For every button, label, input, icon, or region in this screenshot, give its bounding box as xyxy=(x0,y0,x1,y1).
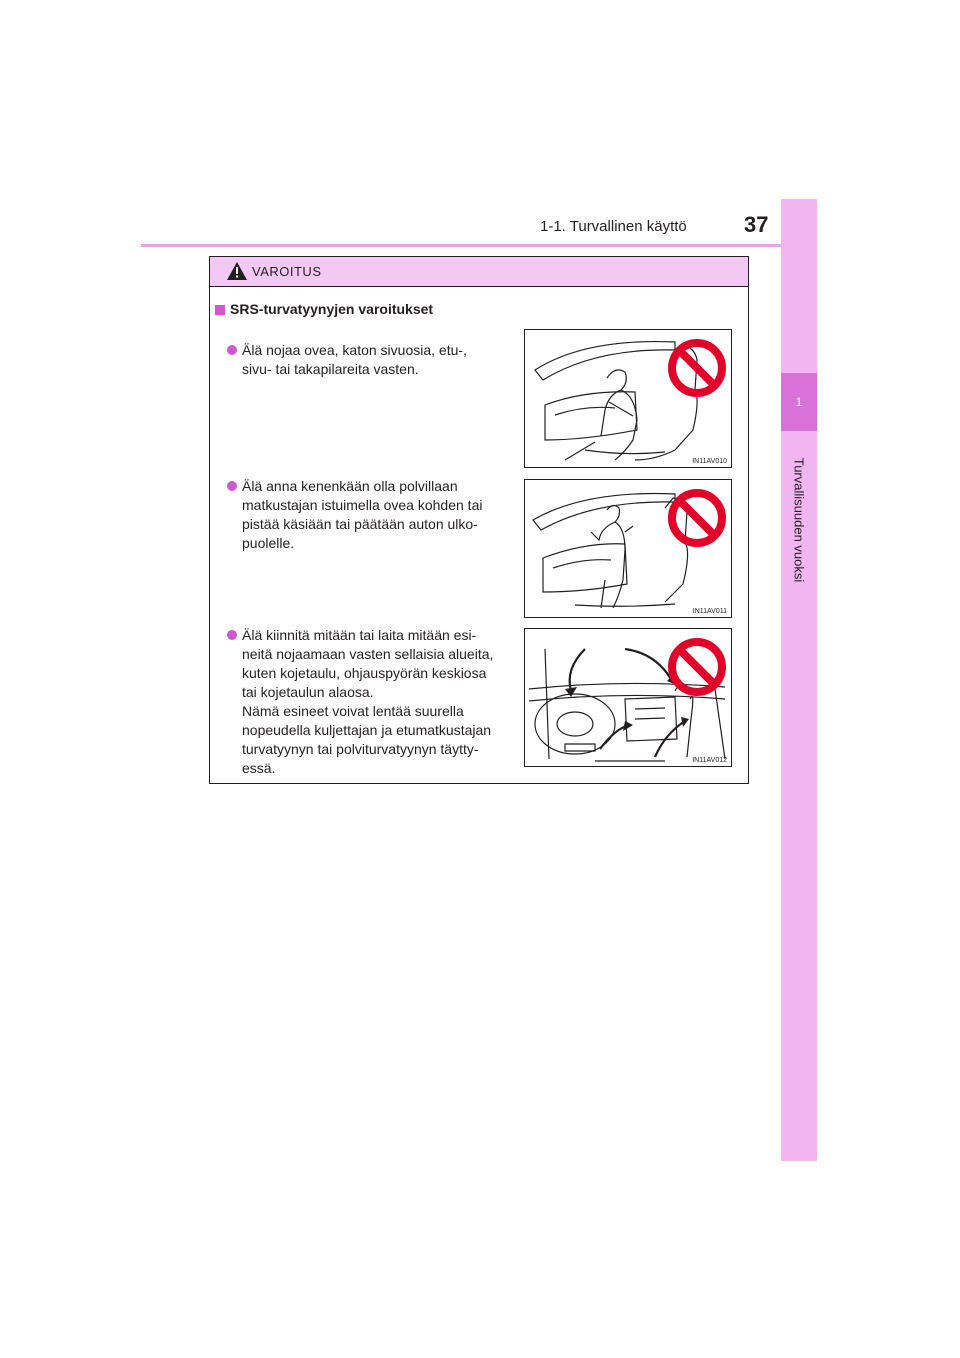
warning-item-text: Älä kiinnitä mitään tai laita mitään esi- neitä nojaamaan vasten sellaisia alueita, kuten kojetaulu, ohjauspyörän keskiosa tai kojetaulun alaosa. Nämä esineet voivat lentää suurella nopeudella kuljettajan ja etumatkustajan turvatyynyn tai polviturvatyynyn täytty- essä. xyxy=(242,627,494,776)
illustration-door-lean xyxy=(524,329,732,468)
prohibition-sign-icon xyxy=(667,637,727,697)
side-chapter-title: Turvallisuuden vuoksi xyxy=(791,457,807,583)
figure-code: IN11AV010 xyxy=(692,458,727,465)
section-title: 1-1. Turvallinen käyttö xyxy=(540,218,687,235)
side-chapter-number: 1 xyxy=(781,373,817,431)
warning-triangle-icon xyxy=(227,262,247,280)
bullet-icon xyxy=(227,630,237,640)
figure-code: IN11AV011 xyxy=(692,608,727,615)
illustration-kneeling-passenger xyxy=(524,479,732,618)
page-number: 37 xyxy=(744,212,769,237)
warning-label: VAROITUS xyxy=(252,264,322,279)
prohibition-sign-icon xyxy=(667,338,727,398)
square-bullet-icon xyxy=(215,305,225,315)
warning-item-text: Älä anna kenenkään olla polvillaan matkustajan istuimella ovea kohden tai pistää käsiään tai päätään auton ulko- puolelle. xyxy=(242,478,483,551)
bullet-icon xyxy=(227,481,237,491)
warning-item-text: Älä nojaa ovea, katon sivuosia, etu-, sivu- tai takapilareita vasten. xyxy=(242,342,467,377)
illustration-dashboard-objects xyxy=(524,628,732,767)
warning-subheading: SRS-turvatyynyjen varoitukset xyxy=(230,301,434,317)
figure-code: IN11AV012 xyxy=(692,757,727,764)
prohibition-sign-icon xyxy=(667,488,727,548)
side-tab-strip xyxy=(781,199,817,1161)
header-rule xyxy=(141,244,817,247)
bullet-icon xyxy=(227,345,237,355)
